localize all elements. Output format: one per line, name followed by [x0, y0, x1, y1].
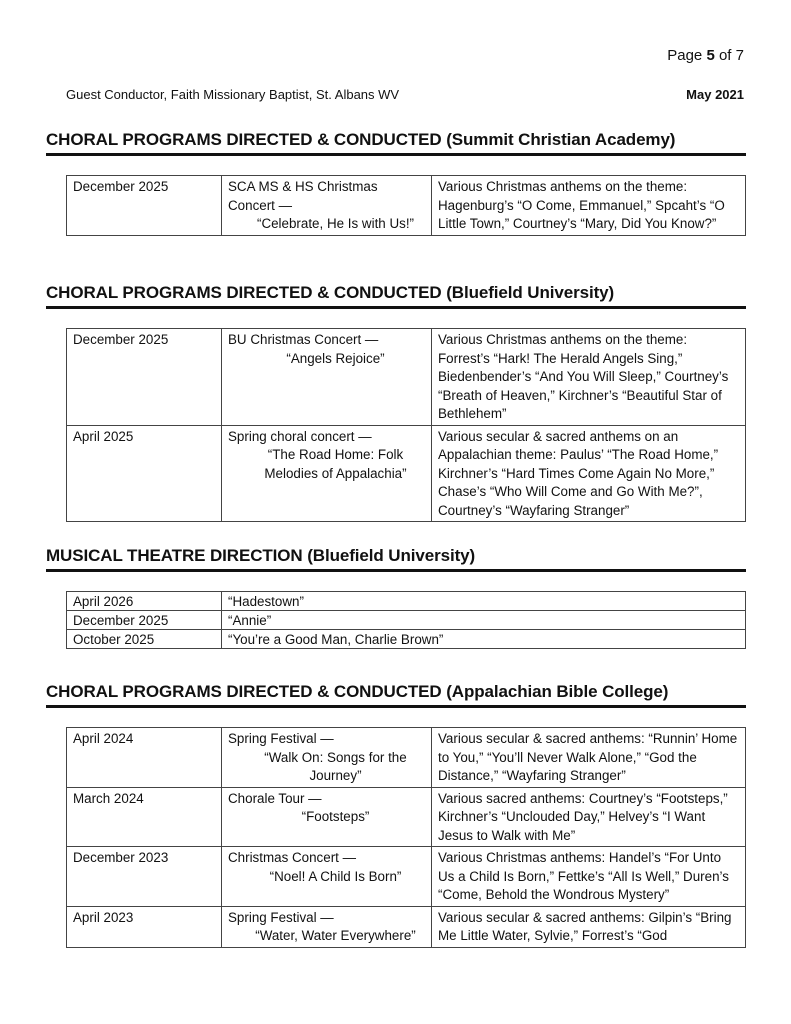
section-title: CHORAL PROGRAMS DIRECTED & CONDUCTED (Bluefield University)	[46, 283, 746, 309]
running-header	[66, 87, 744, 102]
program-cell: Spring choral concert — “The Road Home: Folk Melodies of Appalachia”	[222, 425, 432, 522]
description-cell: Various secular & sacred anthems on an Appalachian theme: Paulus’ “The Road Home,” Kirchner’s “Hard Times Come Again No More,” Chase’s “Who Will Come and Go With Me?”, Courtney’s “Wayfaring Stranger”	[432, 425, 746, 522]
program-table	[66, 175, 746, 236]
program-table	[66, 727, 746, 948]
table-row	[67, 592, 746, 611]
description-cell: Various Christmas anthems: Handel’s “For Unto Us a Child Is Born,” Fettke’s “All Is Well,” Duren’s “Come, Behold the Wondrous Mystery”	[432, 847, 746, 907]
table-row	[67, 329, 746, 426]
description-cell: Various secular & sacred anthems: “Runnin’ Home to You,” “You’ll Never Walk Alone,” “God the Distance,” “Wayfaring Stranger”	[432, 728, 746, 788]
page-label: Page	[667, 47, 703, 64]
program-cell: SCA MS & HS Christmas Concert — “Celebrate, He Is with Us!”	[222, 176, 432, 236]
page-of: of	[718, 47, 732, 64]
header-date: May 2021	[686, 87, 744, 102]
section-bluefield-choral	[46, 283, 746, 522]
section-title: CHORAL PROGRAMS DIRECTED & CONDUCTED (Summit Christian Academy)	[46, 130, 746, 156]
section-title: CHORAL PROGRAMS DIRECTED & CONDUCTED (Appalachian Bible College)	[46, 682, 746, 708]
date-cell: December 2025	[67, 611, 222, 630]
table-row	[67, 425, 746, 522]
table-row	[67, 906, 746, 947]
program-cell: Spring Festival — “Water, Water Everywhere”	[222, 906, 432, 947]
section-appalachian	[46, 682, 746, 948]
description-cell: Various Christmas anthems on the theme: Forrest’s “Hark! The Herald Angels Sing,” Biedenbender’s “And You Will Sleep,” Courtney’s “Breath of Heaven,” Kirchner’s “Beautiful Star of Bethlehem”	[432, 329, 746, 426]
show-cell: “Annie”	[222, 611, 746, 630]
page-number	[667, 47, 744, 64]
description-cell: Various secular & sacred anthems: Gilpin’s “Bring Me Little Water, Sylvie,” Forrest’s “God	[432, 906, 746, 947]
table-row	[67, 630, 746, 649]
program-cell: Christmas Concert — “Noel! A Child Is Born”	[222, 847, 432, 907]
program-cell: BU Christmas Concert — “Angels Rejoice”	[222, 329, 432, 426]
date-cell: April 2026	[67, 592, 222, 611]
section-musical-theatre	[46, 546, 746, 649]
program-cell: Spring Festival — “Walk On: Songs for the Journey”	[222, 728, 432, 788]
theatre-table	[66, 591, 746, 649]
date-cell: October 2025	[67, 630, 222, 649]
show-cell: “Hadestown”	[222, 592, 746, 611]
section-summit	[46, 130, 746, 236]
page-current: 5	[706, 47, 715, 64]
date-cell: December 2025	[67, 329, 222, 426]
table-row	[67, 176, 746, 236]
table-row	[67, 847, 746, 907]
description-cell: Various Christmas anthems on the theme: Hagenburg’s “O Come, Emmanuel,” Spcaht’s “O Little Town,” Courtney’s “Mary, Did You Know?”	[432, 176, 746, 236]
table-row	[67, 728, 746, 788]
section-title: MUSICAL THEATRE DIRECTION (Bluefield University)	[46, 546, 746, 572]
description-cell: Various sacred anthems: Courtney’s “Footsteps,” Kirchner’s “Unclouded Day,” Helvey’s “I Want Jesus to Walk with Me”	[432, 787, 746, 847]
program-table	[66, 328, 746, 522]
show-cell: “You’re a Good Man, Charlie Brown”	[222, 630, 746, 649]
date-cell: April 2024	[67, 728, 222, 788]
date-cell: April 2023	[67, 906, 222, 947]
date-cell: December 2025	[67, 176, 222, 236]
header-left: Guest Conductor, Faith Missionary Baptist, St. Albans WV	[66, 87, 400, 102]
date-cell: April 2025	[67, 425, 222, 522]
table-row	[67, 787, 746, 847]
page-total: 7	[735, 47, 744, 64]
program-cell: Chorale Tour — “Footsteps”	[222, 787, 432, 847]
date-cell: December 2023	[67, 847, 222, 907]
date-cell: March 2024	[67, 787, 222, 847]
table-row	[67, 611, 746, 630]
